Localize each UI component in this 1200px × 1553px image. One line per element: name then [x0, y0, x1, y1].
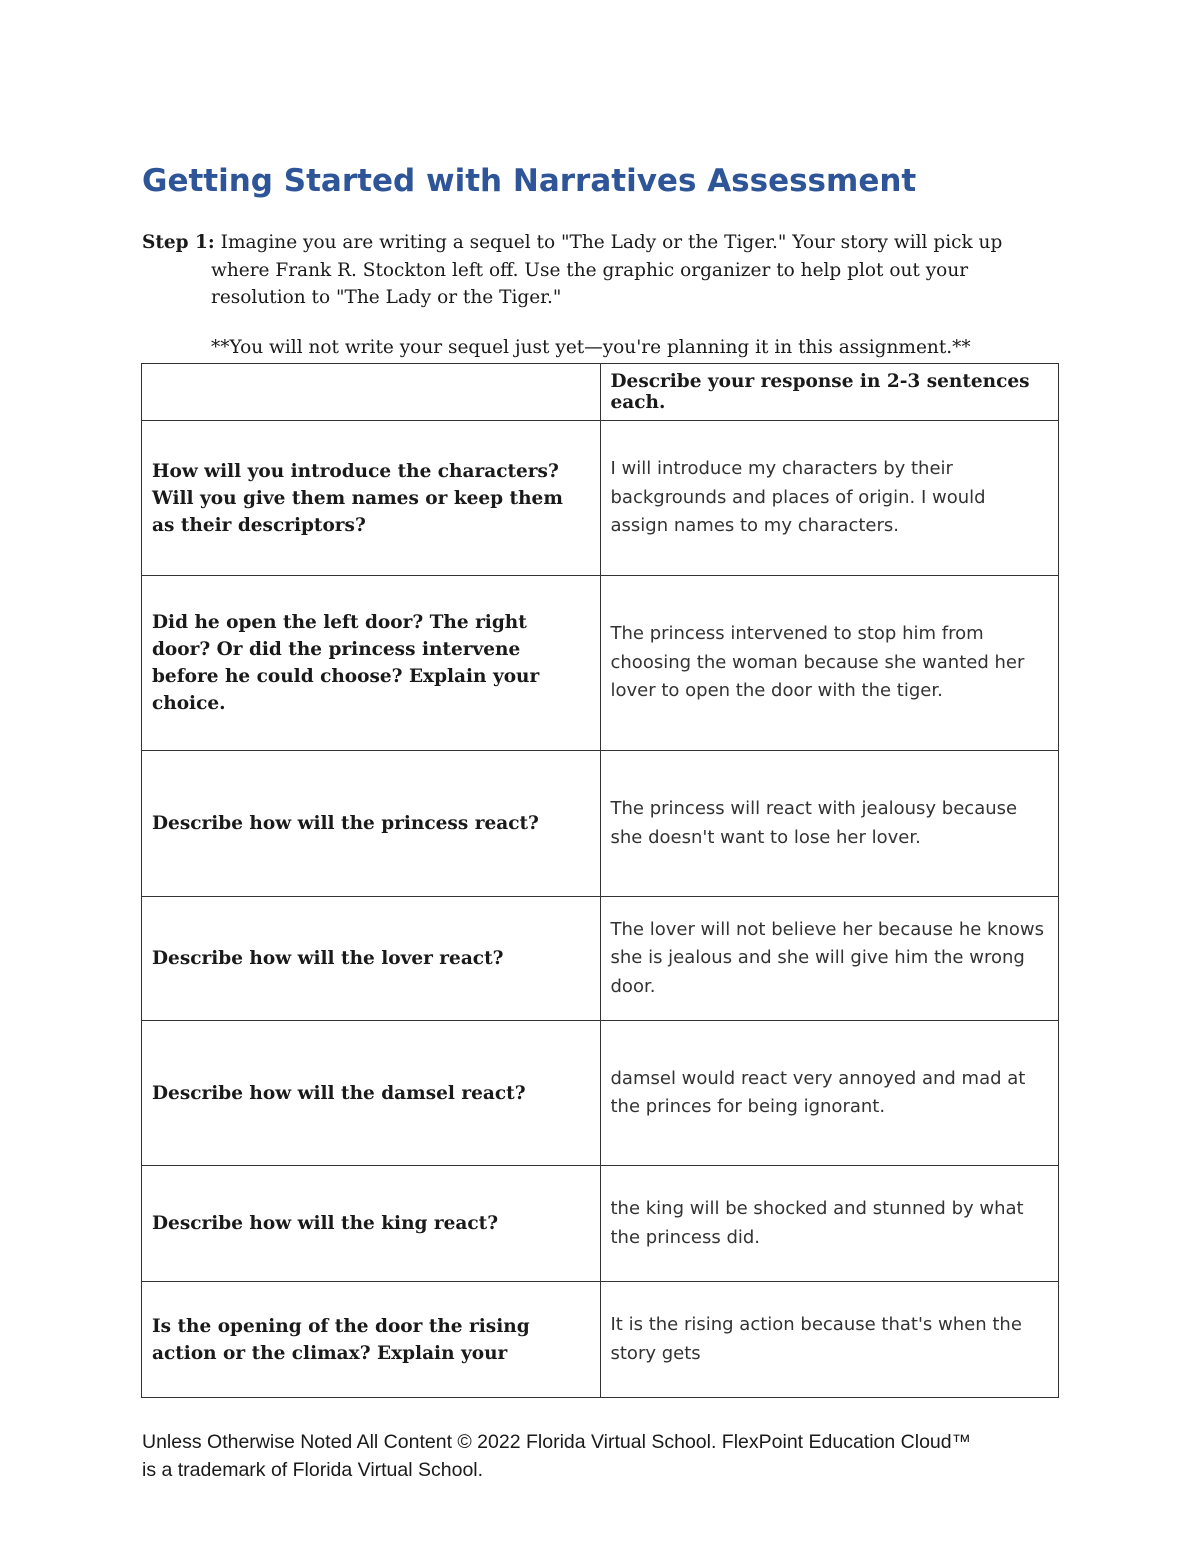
step-label: Step 1: — [142, 232, 215, 253]
table-row — [142, 897, 1059, 1021]
question-cell: Describe how will the princess react? — [142, 751, 601, 897]
step-line-1: Imagine you are writing a sequel to "The Lady or the Tiger." Your story will pick up — [214, 232, 1003, 253]
table-row — [142, 1166, 1059, 1282]
footer-line-1: Unless Otherwise Noted All Content © 2022 Florida Virtual School. FlexPoint Education Cloud™ — [142, 1431, 972, 1453]
table-row — [142, 1021, 1059, 1166]
footer-line-2: is a trademark of Florida Virtual School. — [142, 1459, 484, 1481]
question-cell: Is the opening of the door the rising action or the climax? Explain your — [142, 1282, 601, 1398]
answer-cell[interactable]: the king will be shocked and stunned by what the princess did. — [600, 1166, 1059, 1282]
page-title: Getting Started with Narratives Assessment — [142, 163, 917, 199]
table-row — [142, 576, 1059, 751]
question-cell: Describe how will the king react? — [142, 1166, 601, 1282]
step-line-3: resolution to "The Lady or the Tiger." — [211, 287, 562, 308]
step-instructions — [142, 229, 1042, 312]
answer-cell[interactable]: The princess intervened to stop him from choosing the woman because she wanted her lover to open the door with the tiger. — [600, 576, 1059, 751]
table-header-row — [142, 364, 1059, 421]
copyright-footer — [142, 1428, 1062, 1484]
planning-note: **You will not write your sequel just yet—you're planning it in this assignment.** — [211, 337, 971, 358]
question-cell: Did he open the left door? The right door? Or did the princess intervene before he could choose? Explain your choice. — [142, 576, 601, 751]
answer-cell[interactable]: damsel would react very annoyed and mad at the princes for being ignorant. — [600, 1021, 1059, 1166]
answer-cell[interactable]: I will introduce my characters by their backgrounds and places of origin. I would assign names to my characters. — [600, 421, 1059, 576]
answer-cell[interactable]: It is the rising action because that's when the story gets — [600, 1282, 1059, 1398]
question-cell: Describe how will the damsel react? — [142, 1021, 601, 1166]
answer-cell[interactable]: The princess will react with jealousy because she doesn't want to lose her lover. — [600, 751, 1059, 897]
table-row — [142, 421, 1059, 576]
question-cell: Describe how will the lover react? — [142, 897, 601, 1021]
header-cell-response: Describe your response in 2-3 sentences each. — [600, 364, 1059, 421]
table-row — [142, 1282, 1059, 1398]
table-row — [142, 751, 1059, 897]
step-line-2: where Frank R. Stockton left off. Use the graphic organizer to help plot out your — [211, 259, 969, 281]
question-cell: How will you introduce the characters? Will you give them names or keep them as their descriptors? — [142, 421, 601, 576]
graphic-organizer-table — [141, 363, 1059, 1398]
header-cell-empty — [142, 364, 601, 421]
answer-cell[interactable]: The lover will not believe her because he knows she is jealous and she will give him the wrong door. — [600, 897, 1059, 1021]
